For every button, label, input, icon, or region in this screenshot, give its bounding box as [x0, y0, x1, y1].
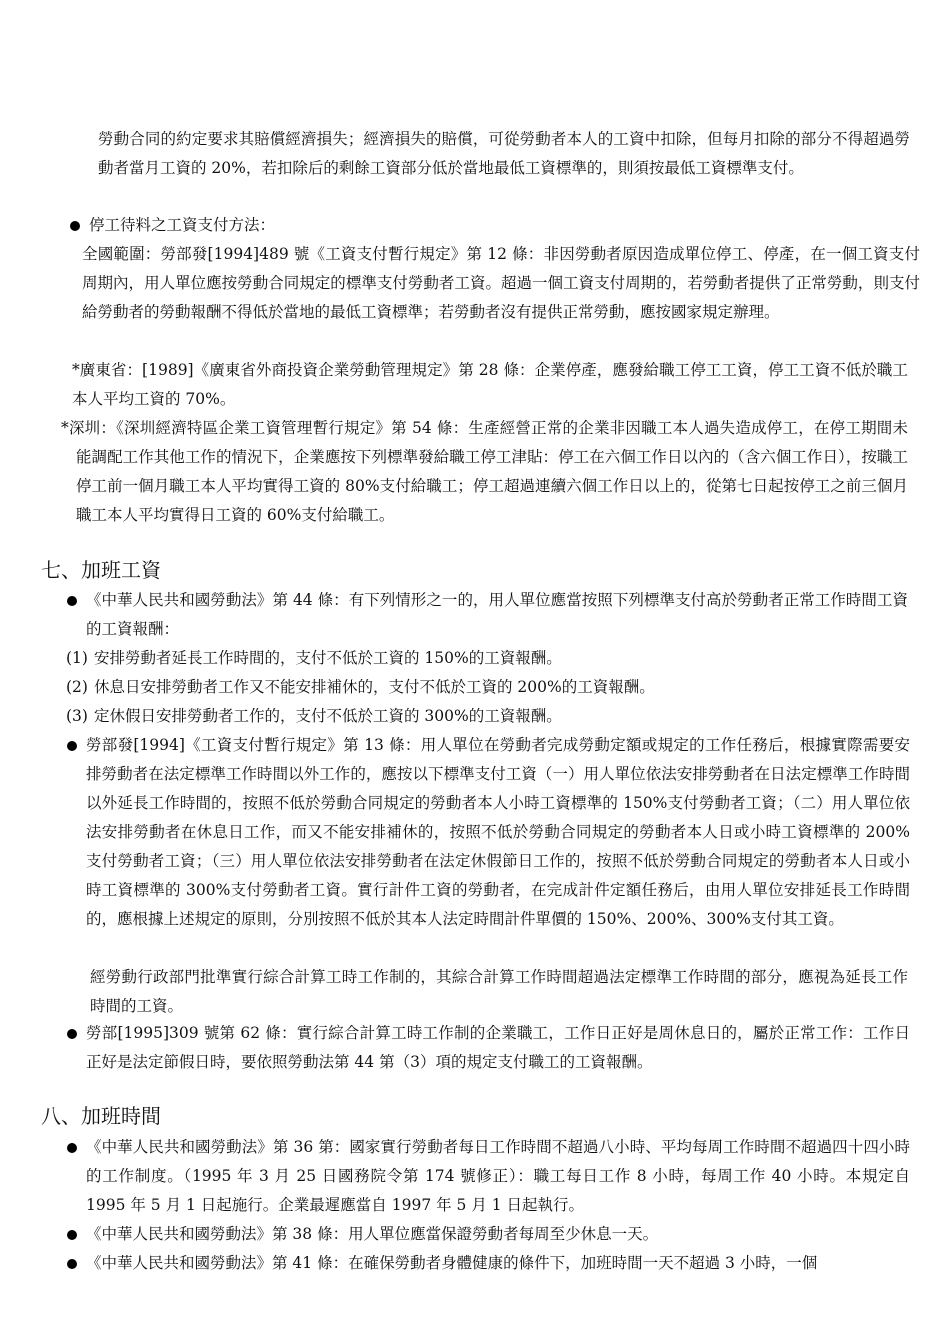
section8-article41: 《中華人民共和國勞動法》第 41 條：在確保勞動者身體健康的條件下，加班時間一天不超過 3 小時，一個 — [86, 1254, 818, 1272]
section7-regulation: 勞部發[1994]《工資支付暫行規定》第 13 條：用人單位在勞動者完成勞動定額或規定的工作任務后，根據實際需要安排勞動者在法定標準工作時間以外工作的，應按以下標準支付工資（一）用人單位依法安排勞動者在日法定標準工作時間以外延長工作時間的，按照不低於勞動合同規定的勞動者本人小時工資標準的 150%支付勞動者工資；（二）用人單位依法安排勞動者在休息日工作，而又不能安排補休的，按照不低於勞動合同規定的勞動者本人日或小時工資標準的 200%支付勞動者工資；（三）用人單位依法安排勞動者在法定休假節日工作的，按照不低於勞動合同規定的勞動者本人日或小時工資標準的 300%支付勞動者工資。實行計件工資的勞動者，在完成計件定額任務后，由用人單位安排延長工作時間的，應根據上述規定的原則，分別按照不低於其本人法定時間計件單價的 150%、200%、300%支付其工資。 — [86, 736, 910, 928]
bullet-icon — [67, 1230, 77, 1240]
paragraph-national: 全國範圍：勞部發[1994]489 號《工資支付暫行規定》第 12 條：非因勞動者原因造成單位停工、停產，在一個工資支付周期內，用人單位應按勞動合同規定的標準支付勞動者工資。超過一個工資支付周期的，若勞動者提供了正常勞動，則支付給勞動者的勞動報酬不得低於當地的最低工資標準；若勞動者沒有提供正常勞動，應按國家規定辦理。 — [82, 245, 920, 321]
bullet-icon — [67, 741, 77, 751]
bullet-icon — [70, 221, 80, 231]
section8-article36: 《中華人民共和國勞動法》第 36 第：國家實行勞動者每日工作時間不超過八小時、平均每周工作時間不超過四十四小時的工作制度。（1995 年 3 月 25 日國務院令第 174 號修正）：職工每日工作 8 小時，每周工作 40 小時。本規定自 1995 年 5 月 1 日起施行。企業最遲應當自 1997 年 5 月 1 日起執行。 — [86, 1138, 910, 1214]
list-item: 休息日安排勞動者工作又不能安排補休的，支付不低於工資的 200%的工資報酬。 — [94, 678, 655, 696]
paragraph-guangdong: *廣東省：[1989]《廣東省外商投資企業勞動管理規定》第 28 條：企業停產，應發給職工停工工資，停工工資不低於職工本人平均工資的 70%。 — [72, 361, 908, 408]
bullet-icon — [67, 1029, 77, 1039]
list-item-number: (2) — [66, 678, 88, 696]
bullet-icon — [67, 1143, 77, 1153]
list-item-number: (1) — [66, 649, 88, 667]
section7-intro: 《中華人民共和國勞動法》第 44 條：有下列情形之一的，用人單位應當按照下列標準支付高於勞動者正常工作時間工資的工資報酬： — [86, 591, 908, 638]
list-item: 安排勞動者延長工作時間的，支付不低於工資的 150%的工資報酬。 — [94, 649, 562, 667]
section7-comprehensive: 勞部[1995]309 號第 62 條：實行綜合計算工時工作制的企業職工，工作日正好是周休息日的，屬於正常工作：工作日正好是法定節假日時，要依照勞動法第 44 第（3）項的規定支付職工的工資報酬。 — [86, 1024, 910, 1071]
section7-note: 經勞動行政部門批準實行綜合計算工時工作制的，其綜合計算工作時間超過法定標準工作時間的部分，應視為延長工作時間的工資。 — [90, 968, 908, 1015]
bullet-stop-work-label: 停工待料之工資支付方法： — [89, 216, 276, 234]
bullet-icon — [67, 1259, 77, 1269]
paragraph-compensation: 勞動合同的約定要求其賠償經濟損失；經濟損失的賠償，可從勞動者本人的工資中扣除，但每月扣除的部分不得超過勞動者當月工資的 20%，若扣除后的剩餘工資部分低於當地最低工資標準的，則須按最低工資標準支付。 — [98, 130, 910, 177]
list-item: 定休假日安排勞動者工作的，支付不低於工資的 300%的工資報酬。 — [94, 707, 562, 725]
section-8-title: 八、加班時間 — [41, 1104, 161, 1128]
paragraph-shenzhen: *深圳：《深圳經濟特區企業工資管理暫行規定》第 54 條：生產經營正常的企業非因職工本人過失造成停工，在停工期間未能調配工作其他工作的情況下，企業應按下列標準發給職工停工津貼：停工在六個工作日以內的（含六個工作日），按職工停工前一個月職工本人平均實得工資的 80%支付給職工；停工超過連續六個工作日以上的，從第七日起按停工之前三個月職工本人平均實得日工資的 60%支付給職工。 — [61, 419, 908, 524]
list-item-number: (3) — [66, 707, 88, 725]
bullet-icon — [67, 596, 77, 606]
section8-article38: 《中華人民共和國勞動法》第 38 條：用人單位應當保證勞動者每周至少休息一天。 — [86, 1225, 659, 1243]
section-7-title: 七、加班工資 — [41, 558, 161, 582]
